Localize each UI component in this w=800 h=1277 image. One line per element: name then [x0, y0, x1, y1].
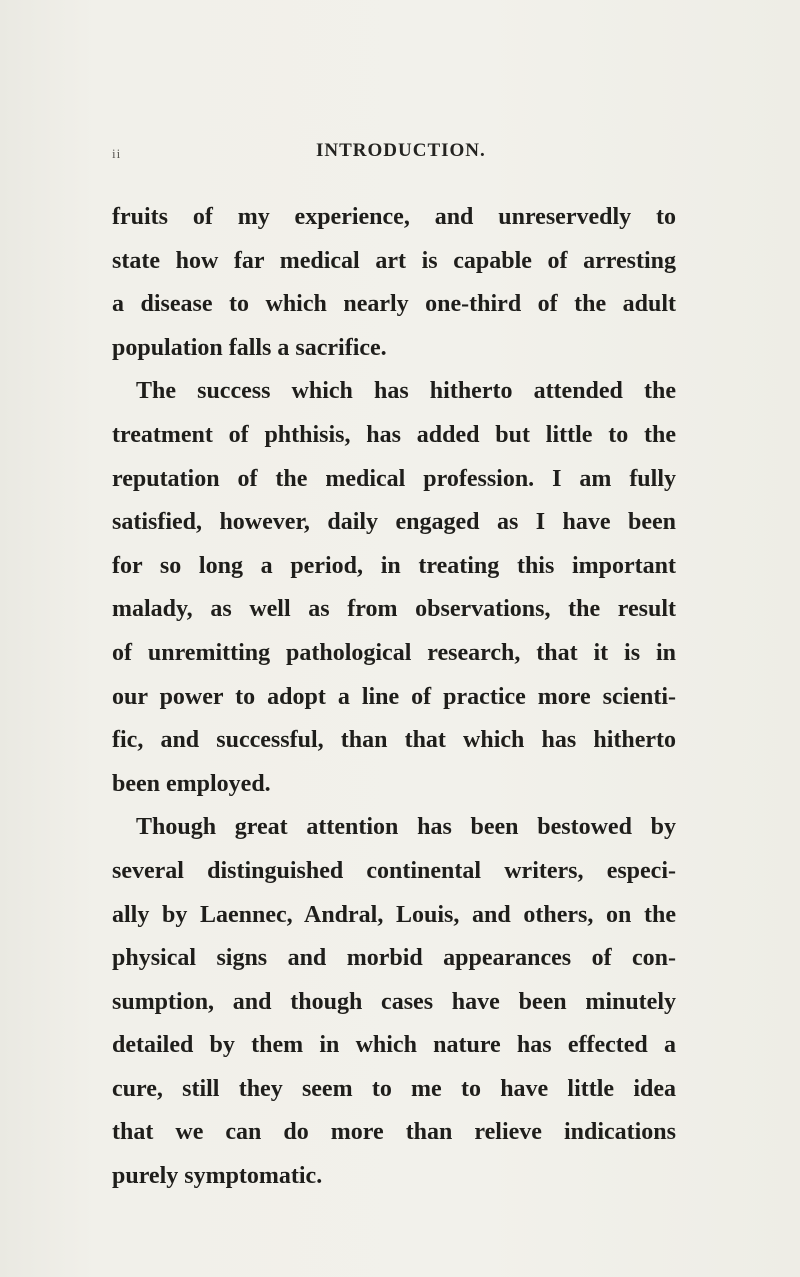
- running-head-title: INTRODUCTION.: [316, 140, 486, 161]
- text-line: several distinguished continental writers, especi-: [112, 857, 676, 884]
- body-text: [112, 196, 676, 1199]
- text-line: been employed.: [112, 770, 271, 797]
- text-line: ally by Laennec, Andral, Louis, and others, on the: [112, 901, 676, 928]
- text-line: our power to adopt a line of practice more scienti-: [112, 683, 676, 710]
- text-line: population falls a sacrifice.: [112, 334, 387, 361]
- text-line: that we can do more than relieve indications: [112, 1119, 676, 1146]
- text-line: physical signs and morbid appearances of con-: [112, 945, 676, 972]
- text-line: Though great attention has been bestowed by: [136, 814, 676, 841]
- text-line: fic, and successful, than that which has hitherto: [112, 727, 676, 754]
- text-line: sumption, and though cases have been minutely: [112, 988, 676, 1015]
- text-line: The success which has hitherto attended the: [136, 378, 676, 405]
- text-line: cure, still they seem to me to have little idea: [112, 1075, 676, 1102]
- text-line: fruits of my experience, and unreservedly to: [112, 204, 676, 230]
- running-head: [112, 140, 652, 164]
- text-line: malady, as well as from observations, the result: [112, 596, 676, 623]
- text-line: reputation of the medical profession. I am fully: [112, 465, 676, 492]
- text-line: state how far medical art is capable of arresting: [112, 247, 676, 274]
- page-number: ii: [112, 146, 122, 161]
- text-line: purely symptomatic.: [112, 1163, 323, 1190]
- text-line: a disease to which nearly one-third of the adult: [112, 291, 676, 318]
- text-line: detailed by them in which nature has effected a: [112, 1032, 676, 1059]
- text-line: satisfied, however, daily engaged as I have been: [112, 509, 676, 536]
- text-line: of unremitting pathological research, that it is in: [112, 639, 676, 666]
- text-line: treatment of phthisis, has added but little to the: [112, 421, 676, 448]
- text-line: for so long a period, in treating this important: [112, 552, 676, 579]
